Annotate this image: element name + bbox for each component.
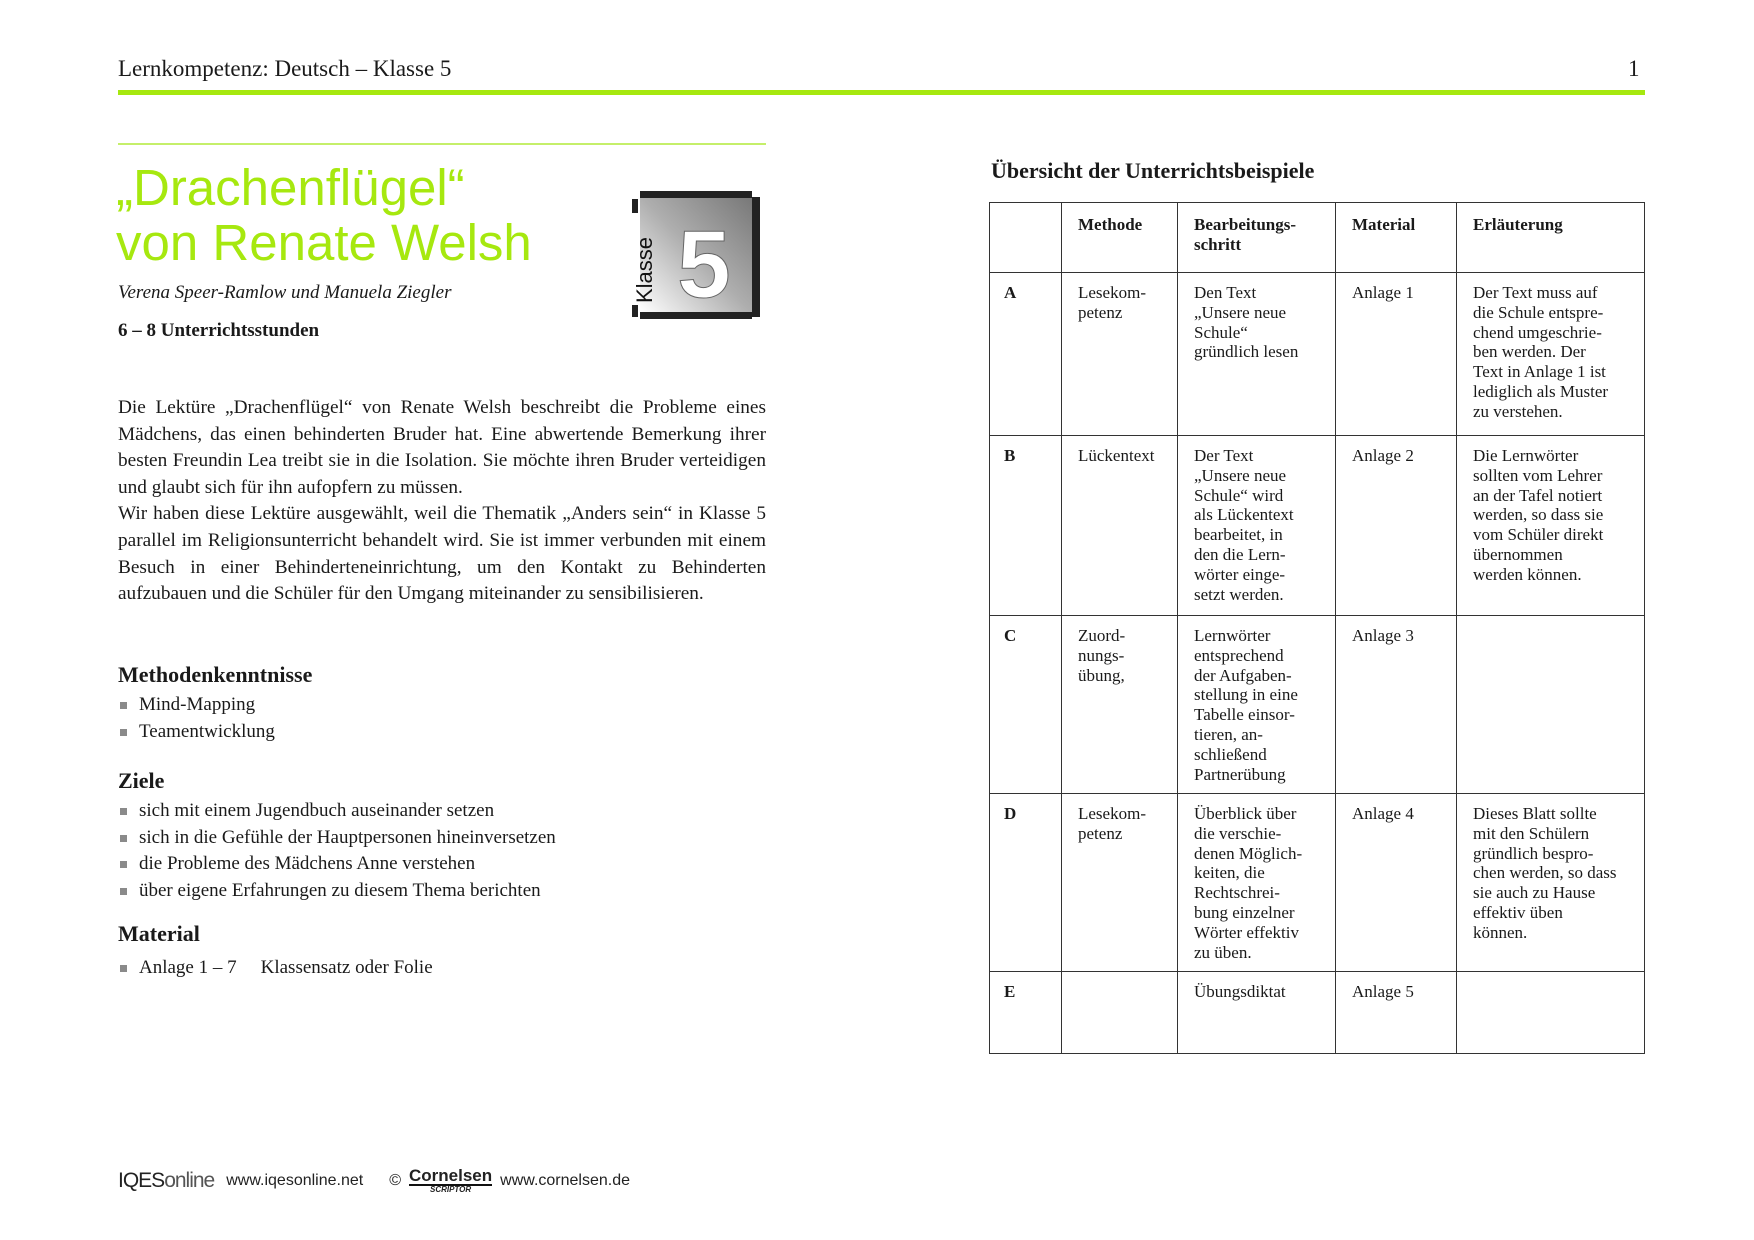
row-letter: A bbox=[990, 273, 1062, 436]
material-format: Klassensatz oder Folie bbox=[260, 957, 433, 978]
iqes-logo-text: IQES bbox=[118, 1168, 165, 1192]
row-letter: B bbox=[990, 436, 1062, 616]
bullet-icon bbox=[120, 702, 127, 709]
intro-paragraph: Wir haben diese Lektüre ausgewählt, weil die Thematik „Anders sein“ in Klasse 5 parallel im Religionsunterricht behandelt wird. Sie ist immer verbunden mit einem Besuch in einer Behinderteneinrichtung, um den Kontakt zu Behinderten aufzubauen und die Schüler für den Umgang miteinander zu sensibilisieren. bbox=[118, 503, 766, 605]
bullet-icon bbox=[120, 965, 127, 972]
list-item bbox=[118, 798, 556, 825]
column-header: Bearbeitungs- schritt bbox=[1178, 203, 1336, 273]
footer bbox=[118, 1167, 630, 1194]
table-cell: Überblick über die verschie- denen Möglich- keiten, die Rechtschrei- bung einzelner Wörter effektiv zu üben. bbox=[1178, 794, 1336, 972]
column-header: Erläuterung bbox=[1457, 203, 1645, 273]
cornelsen-logo bbox=[409, 1167, 492, 1194]
copyright-icon: © bbox=[389, 1171, 402, 1189]
row-letter: D bbox=[990, 794, 1062, 972]
section-heading: Methodenkenntnisse bbox=[118, 662, 313, 687]
table-row bbox=[990, 273, 1645, 436]
column-header: Material bbox=[1336, 203, 1457, 273]
table-cell: Der Text „Unsere neue Schule“ wird als Lückentext bearbeitet, in den die Lern- wörter einge- setzt werden. bbox=[1178, 436, 1336, 616]
list-item bbox=[118, 719, 312, 746]
bullet-icon bbox=[120, 729, 127, 736]
row-letter: E bbox=[990, 972, 1062, 1054]
table-cell: Zuord- nungs- übung, bbox=[1062, 616, 1178, 794]
bullet-icon bbox=[120, 808, 127, 815]
list-item bbox=[118, 851, 556, 878]
table-cell: Übungsdiktat bbox=[1178, 972, 1336, 1054]
section-heading: Material bbox=[118, 921, 200, 946]
table-row bbox=[990, 436, 1645, 616]
table-header-row bbox=[990, 203, 1645, 273]
table-cell: Den Text „Unsere neue Schule“ gründlich lesen bbox=[1178, 273, 1336, 436]
material-section bbox=[118, 921, 433, 982]
iqes-logo bbox=[118, 1169, 214, 1193]
list-item bbox=[118, 692, 312, 719]
table-cell: Anlage 4 bbox=[1336, 794, 1457, 972]
list-item-text: über eigene Erfahrungen zu diesem Thema berichten bbox=[139, 879, 541, 901]
list-item-text: Mind-Mapping bbox=[139, 694, 256, 715]
column-header bbox=[990, 203, 1062, 273]
section-heading: Ziele bbox=[118, 768, 165, 793]
table-cell: Lesekom- petenz bbox=[1062, 794, 1178, 972]
overview-table bbox=[989, 202, 1645, 1054]
list-item bbox=[118, 878, 556, 905]
table-cell: Dieses Blatt sollte mit den Schülern gründlich bespro- chen werden, so dass sie auch zu Hause effektiv üben können. bbox=[1457, 794, 1645, 972]
publisher-name: Cornelsen bbox=[409, 1166, 493, 1185]
table-row bbox=[990, 616, 1645, 794]
table-row bbox=[990, 794, 1645, 972]
running-header-title: Lernkompetenz: Deutsch – Klasse 5 bbox=[118, 56, 452, 81]
table-cell: Lückentext bbox=[1062, 436, 1178, 616]
table-cell: Die Lernwörter sollten vom Lehrer an der Tafel notiert werden, so dass sie vom Schüler direkt übernommen werden können. bbox=[1457, 436, 1645, 616]
table-cell bbox=[1457, 972, 1645, 1054]
list-item-text: sich mit einem Jugendbuch auseinander setzen bbox=[139, 800, 495, 821]
table-cell: Lesekom- petenz bbox=[1062, 273, 1178, 436]
publisher-url[interactable]: www.cornelsen.de bbox=[500, 1171, 630, 1189]
iqes-url[interactable]: www.iqesonline.net bbox=[226, 1171, 364, 1189]
methods-section bbox=[118, 662, 312, 745]
intro-text bbox=[118, 395, 766, 608]
goals-section bbox=[118, 768, 556, 904]
row-letter: C bbox=[990, 616, 1062, 794]
material-range: Anlage 1 – 7 bbox=[139, 957, 237, 978]
table-cell: Lernwörter entsprechend der Aufgaben- stellung in eine Tabelle einsor- tieren, an- schließend Partnerübung bbox=[1178, 616, 1336, 794]
logo-label: Klasse bbox=[632, 236, 657, 303]
lesson-hours: 6 – 8 Unterrichtsstunden bbox=[118, 320, 320, 341]
logo-number: 5 bbox=[677, 211, 731, 318]
header-divider bbox=[118, 90, 1645, 95]
bullet-icon bbox=[120, 888, 127, 895]
table-cell bbox=[1062, 972, 1178, 1054]
publisher-sub: SCRIPTOR bbox=[429, 1185, 472, 1194]
title-line: „Drachenflügel“ bbox=[116, 159, 465, 216]
bullet-icon bbox=[120, 835, 127, 842]
table-cell: Der Text muss auf die Schule entspre- chend umgeschrie- ben werden. Der Text in Anlage 1 ist lediglich als Muster zu verstehen. bbox=[1457, 273, 1645, 436]
table-cell: Anlage 5 bbox=[1336, 972, 1457, 1054]
list-item bbox=[118, 955, 433, 982]
iqes-logo-text: online bbox=[164, 1168, 215, 1192]
intro-paragraph: Die Lektüre „Drachenflügel“ von Renate Welsh beschreibt die Probleme eines Mädchens, das einen behinderten Bruder hat. Eine abwertende Bemerkung ihrer besten Freundin Lea treibt sie in die Isolation. Sie möchte ihren Bruder verteidigen und glaubt sich für ihn aufopfern zu müssen. bbox=[118, 397, 766, 498]
overview-heading: Übersicht der Unterrichtsbeispiele bbox=[991, 158, 1315, 183]
table-cell: Anlage 2 bbox=[1336, 436, 1457, 616]
bullet-icon bbox=[120, 861, 127, 868]
title-divider bbox=[118, 143, 766, 145]
table-cell: Anlage 3 bbox=[1336, 616, 1457, 794]
title-line: von Renate Welsh bbox=[116, 214, 532, 271]
table-cell bbox=[1457, 616, 1645, 794]
list-item bbox=[118, 825, 556, 852]
table-cell: Anlage 1 bbox=[1336, 273, 1457, 436]
klasse-5-logo bbox=[628, 185, 768, 325]
list-item-text: die Probleme des Mädchens Anne verstehen bbox=[139, 853, 476, 875]
column-header: Methode bbox=[1062, 203, 1178, 273]
authors: Verena Speer-Ramlow und Manuela Ziegler bbox=[118, 282, 452, 303]
document-title bbox=[116, 160, 532, 270]
list-item-text: sich in die Gefühle der Hauptpersonen hineinversetzen bbox=[139, 826, 556, 848]
page-number: 1 bbox=[1628, 56, 1640, 81]
list-item-text: Teamentwicklung bbox=[139, 720, 275, 742]
table-row bbox=[990, 972, 1645, 1054]
